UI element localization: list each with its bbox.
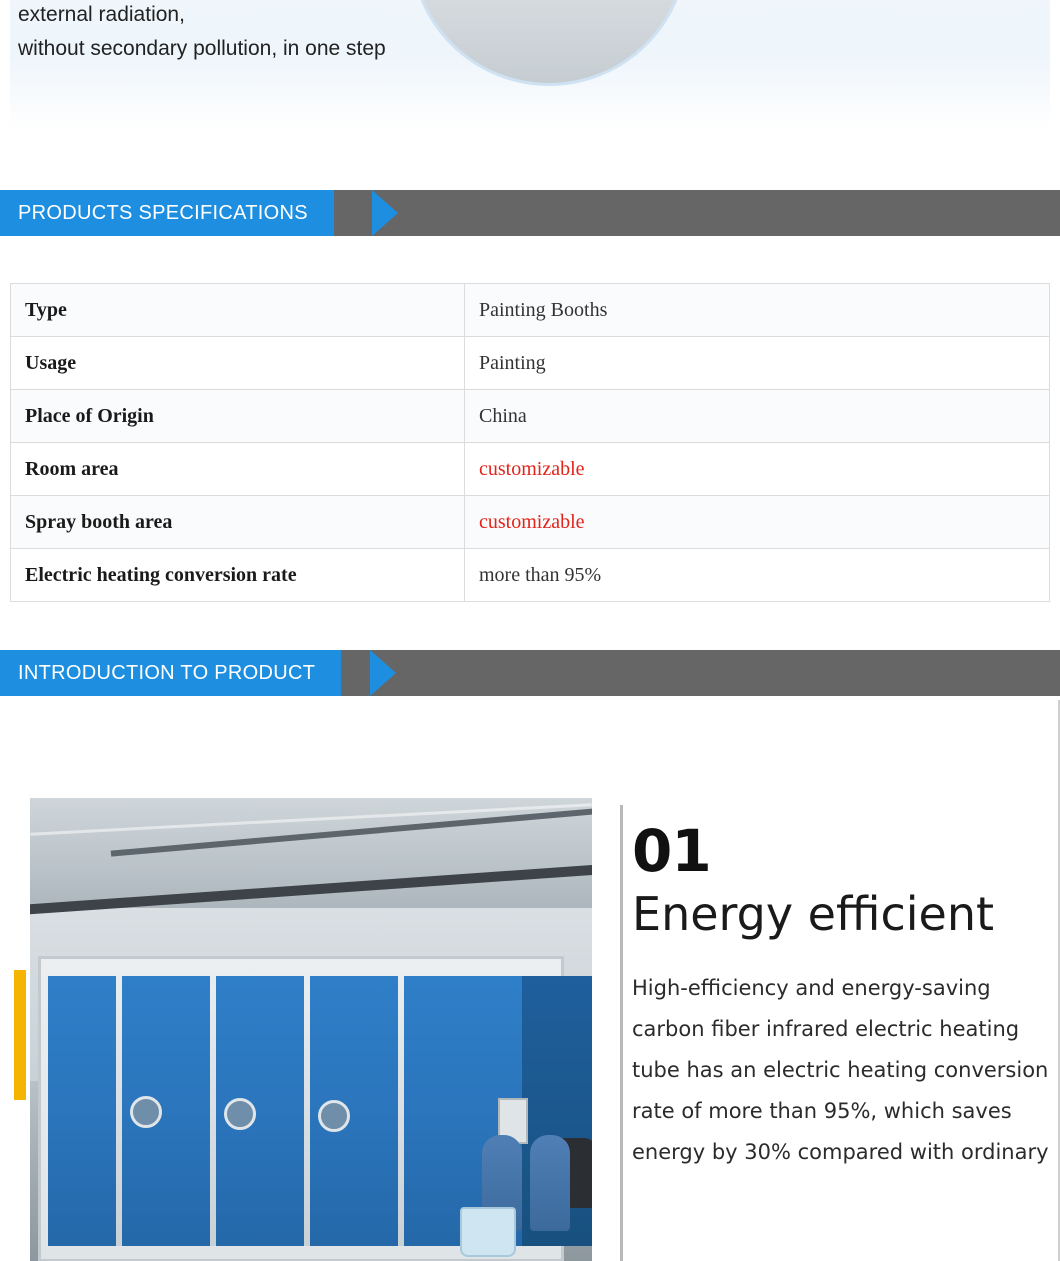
feature-title: Energy efficient: [632, 887, 995, 941]
table-row: [11, 390, 1050, 443]
photo-gas-cylinder: [530, 1135, 570, 1231]
spec-value: customizable: [465, 443, 1050, 496]
spec-value: Painting Booths: [465, 284, 1050, 337]
table-row: [11, 284, 1050, 337]
banner-text: [18, 0, 488, 66]
photo-door-handle: [224, 1098, 256, 1130]
spec-value: customizable: [465, 496, 1050, 549]
photo-door-handle: [318, 1100, 350, 1132]
table-row: [11, 337, 1050, 390]
spec-key: Usage: [11, 337, 465, 390]
section-header-arrow-icon: [370, 650, 396, 696]
photo-door-frame: [304, 976, 310, 1246]
section-header-specifications: [0, 190, 1060, 236]
spec-key: Type: [11, 284, 465, 337]
table-row: [11, 443, 1050, 496]
product-photo: [30, 798, 592, 1261]
photo-booth-body: [48, 976, 548, 1246]
specifications-table: [10, 283, 1050, 602]
spec-key: Spray booth area: [11, 496, 465, 549]
table-row: [11, 496, 1050, 549]
vertical-divider: [620, 805, 623, 1261]
banner-line-2: without secondary pollution, in one step: [18, 37, 386, 60]
section-header-introduction: [0, 650, 1060, 696]
spec-value: Painting: [465, 337, 1050, 390]
photo-water-bucket: [460, 1207, 516, 1257]
top-banner: [10, 0, 1050, 130]
introduction-text-column: [632, 817, 1050, 1173]
section-header-arrow-icon: [372, 190, 398, 236]
yellow-accent-strip: [14, 970, 26, 1100]
introduction-block: [0, 700, 1060, 1261]
spec-key: Place of Origin: [11, 390, 465, 443]
photo-door-frame: [210, 976, 216, 1246]
spec-value: China: [465, 390, 1050, 443]
photo-door-frame: [116, 976, 122, 1246]
spec-key: Electric heating conversion rate: [11, 549, 465, 602]
spec-key: Room area: [11, 443, 465, 496]
spec-value: more than 95%: [465, 549, 1050, 602]
table-row: [11, 549, 1050, 602]
photo-door-frame: [398, 976, 404, 1246]
section-header-specifications-label: PRODUCTS SPECIFICATIONS: [0, 190, 334, 236]
feature-description: High-efficiency and energy-saving carbon fiber infrared electric heating tube has an electric heating conversion rate of more than 95%, which saves energy by 30% compared with ordinary: [632, 976, 1049, 1164]
photo-door-handle: [130, 1096, 162, 1128]
section-header-introduction-label: INTRODUCTION TO PRODUCT: [0, 650, 341, 696]
banner-line-1: external radiation,: [18, 3, 185, 26]
feature-number: 01: [632, 817, 711, 885]
